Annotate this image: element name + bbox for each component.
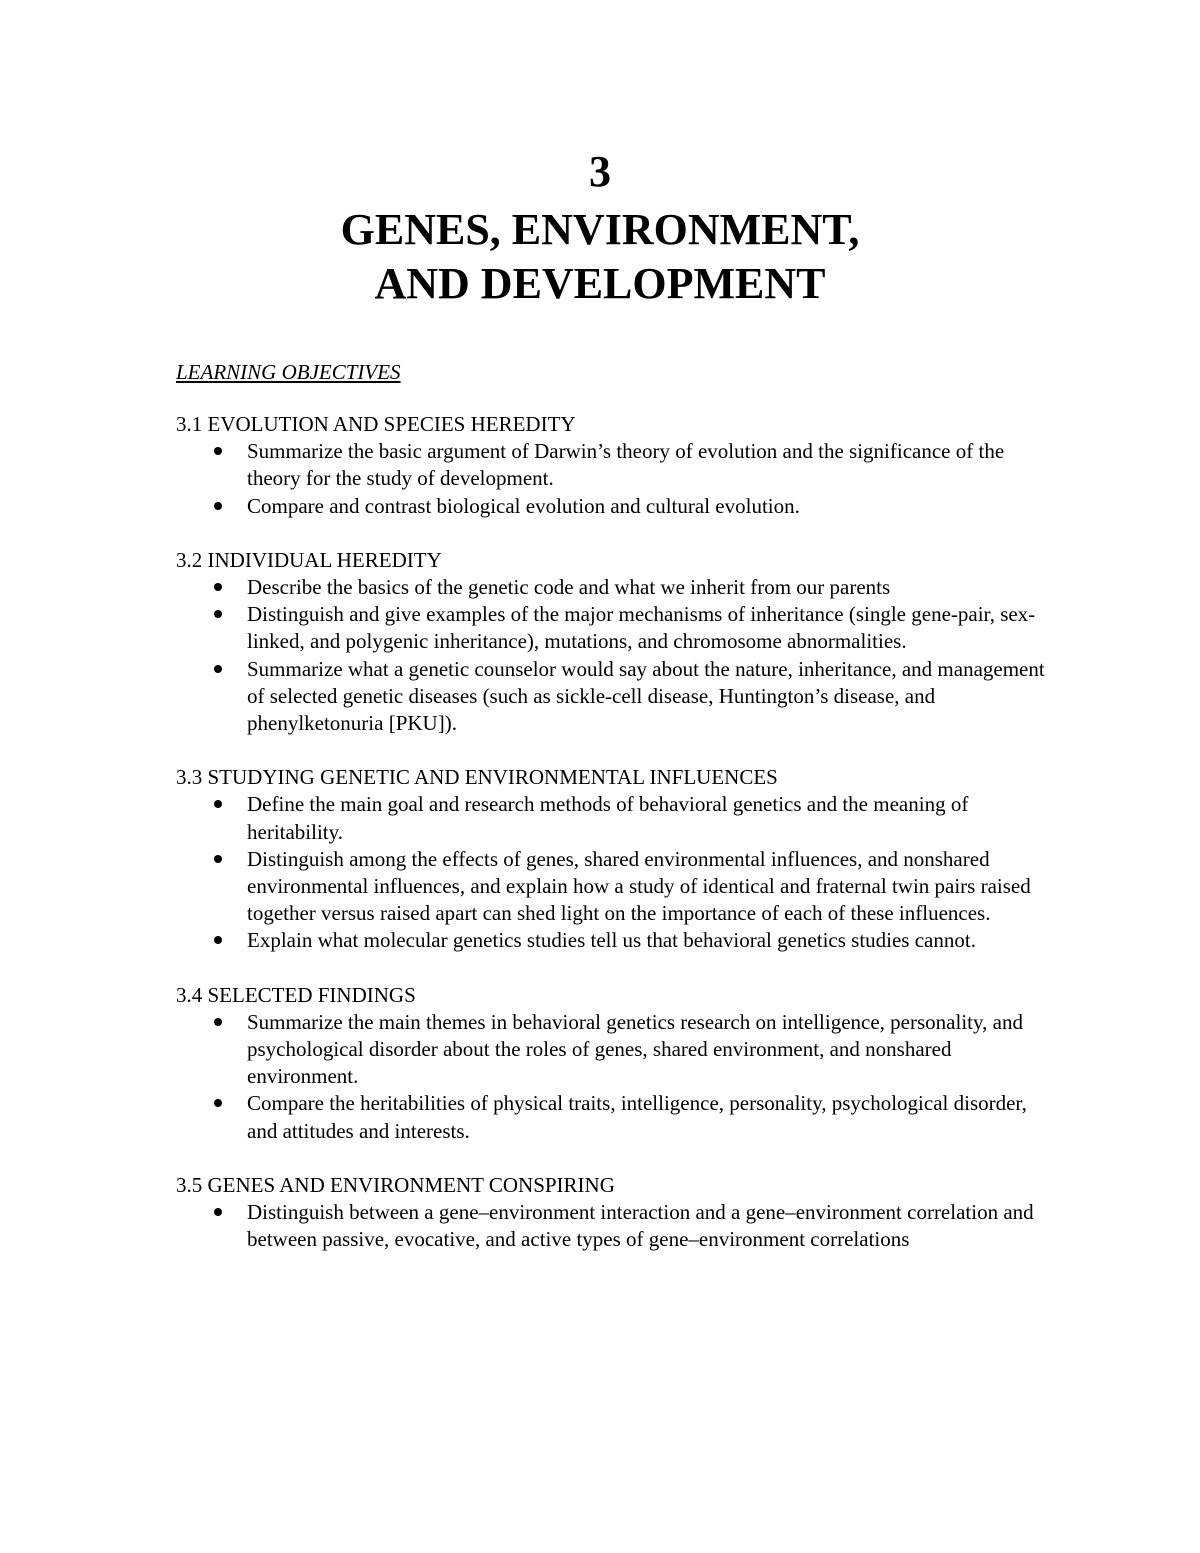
objective-item — [176, 493, 1056, 520]
bullet-icon — [214, 502, 222, 510]
objective-text: Describe the basics of the genetic code and what we inherit from our parents — [247, 575, 891, 600]
objective-item — [176, 791, 1056, 845]
section-3-3 — [176, 764, 1056, 954]
objective-list — [176, 791, 1056, 954]
bullet-icon — [214, 1018, 222, 1026]
bullet-icon — [214, 665, 222, 673]
objective-text: Summarize the basic argument of Darwin’s theory of evolution and the significance of the theory for the study of development. — [247, 439, 1005, 491]
objective-item — [176, 846, 1056, 928]
objective-item — [176, 438, 1056, 492]
objective-list — [176, 1009, 1056, 1145]
objectives-sections — [176, 411, 1056, 1280]
objective-list — [176, 574, 1056, 737]
chapter-title-line-2: AND DEVELOPMENT — [374, 259, 826, 308]
bullet-icon — [214, 855, 222, 863]
objective-item — [176, 656, 1056, 738]
section-heading: 3.3 STUDYING GENETIC AND ENVIRONMENTAL INFLUENCES — [176, 765, 778, 790]
objective-item — [176, 601, 1056, 655]
objective-item — [176, 927, 1056, 954]
objective-item — [176, 1009, 1056, 1091]
section-3-4 — [176, 982, 1056, 1145]
bullet-icon — [214, 610, 222, 618]
chapter-number: 3 — [589, 147, 611, 196]
objective-text: Distinguish between a gene–environment interaction and a gene–environment correlation and between passive, evocative, and active types of gene–environment correlations — [247, 1200, 1034, 1252]
objective-text: Summarize the main themes in behavioral genetics research on intelligence, personality, and psychological disorder about the roles of genes, shared environment, and nonshared environment. — [247, 1009, 1023, 1089]
section-3-2 — [176, 547, 1056, 737]
bullet-icon — [214, 936, 222, 944]
bullet-icon — [214, 1099, 222, 1107]
objective-text: Compare the heritabilities of physical traits, intelligence, personality, psychological disorder, and attitudes and interests. — [247, 1091, 1027, 1143]
objective-text: Define the main goal and research methods of behavioral genetics and the meaning of heritability. — [247, 792, 969, 844]
bullet-icon — [214, 800, 222, 808]
objective-list — [176, 1199, 1056, 1253]
bullet-icon — [214, 583, 222, 591]
objective-text: Distinguish and give examples of the major mechanisms of inheritance (single gene-pair, sex-linked, and polygenic inheritance), mutations, and chromosome abnormalities. — [247, 602, 1036, 654]
section-heading: 3.2 INDIVIDUAL HEREDITY — [176, 547, 442, 572]
objective-item — [176, 1090, 1056, 1144]
bullet-icon — [214, 1208, 222, 1216]
objective-item — [176, 574, 1056, 601]
objective-text: Explain what molecular genetics studies tell us that behavioral genetics studies cannot. — [247, 928, 976, 953]
section-3-1 — [176, 411, 1056, 520]
objective-text: Distinguish among the effects of genes, shared environmental influences, and nonshared environmental influences, and explain how a study of identical and fraternal twin pairs raised together versus raised apart can shed light on the importance of each of these influences. — [247, 846, 1031, 926]
objective-list — [176, 438, 1056, 520]
bullet-icon — [214, 447, 222, 455]
objective-item — [176, 1199, 1056, 1253]
objective-text: Compare and contrast biological evolution and cultural evolution. — [247, 493, 800, 518]
objective-text: Summarize what a genetic counselor would say about the nature, inheritance, and management of selected genetic diseases (such as sickle-cell disease, Huntington’s disease, and phenylketonuria [PKU]). — [247, 656, 1045, 736]
learning-objectives-heading: LEARNING OBJECTIVES — [176, 360, 401, 384]
chapter-title-line-1: GENES, ENVIRONMENT, — [340, 205, 860, 254]
section-3-5 — [176, 1172, 1056, 1254]
section-heading: 3.4 SELECTED FINDINGS — [176, 982, 416, 1007]
section-heading: 3.5 GENES AND ENVIRONMENT CONSPIRING — [176, 1172, 615, 1197]
chapter-title — [0, 203, 1200, 311]
section-heading: 3.1 EVOLUTION AND SPECIES HEREDITY — [176, 412, 576, 436]
